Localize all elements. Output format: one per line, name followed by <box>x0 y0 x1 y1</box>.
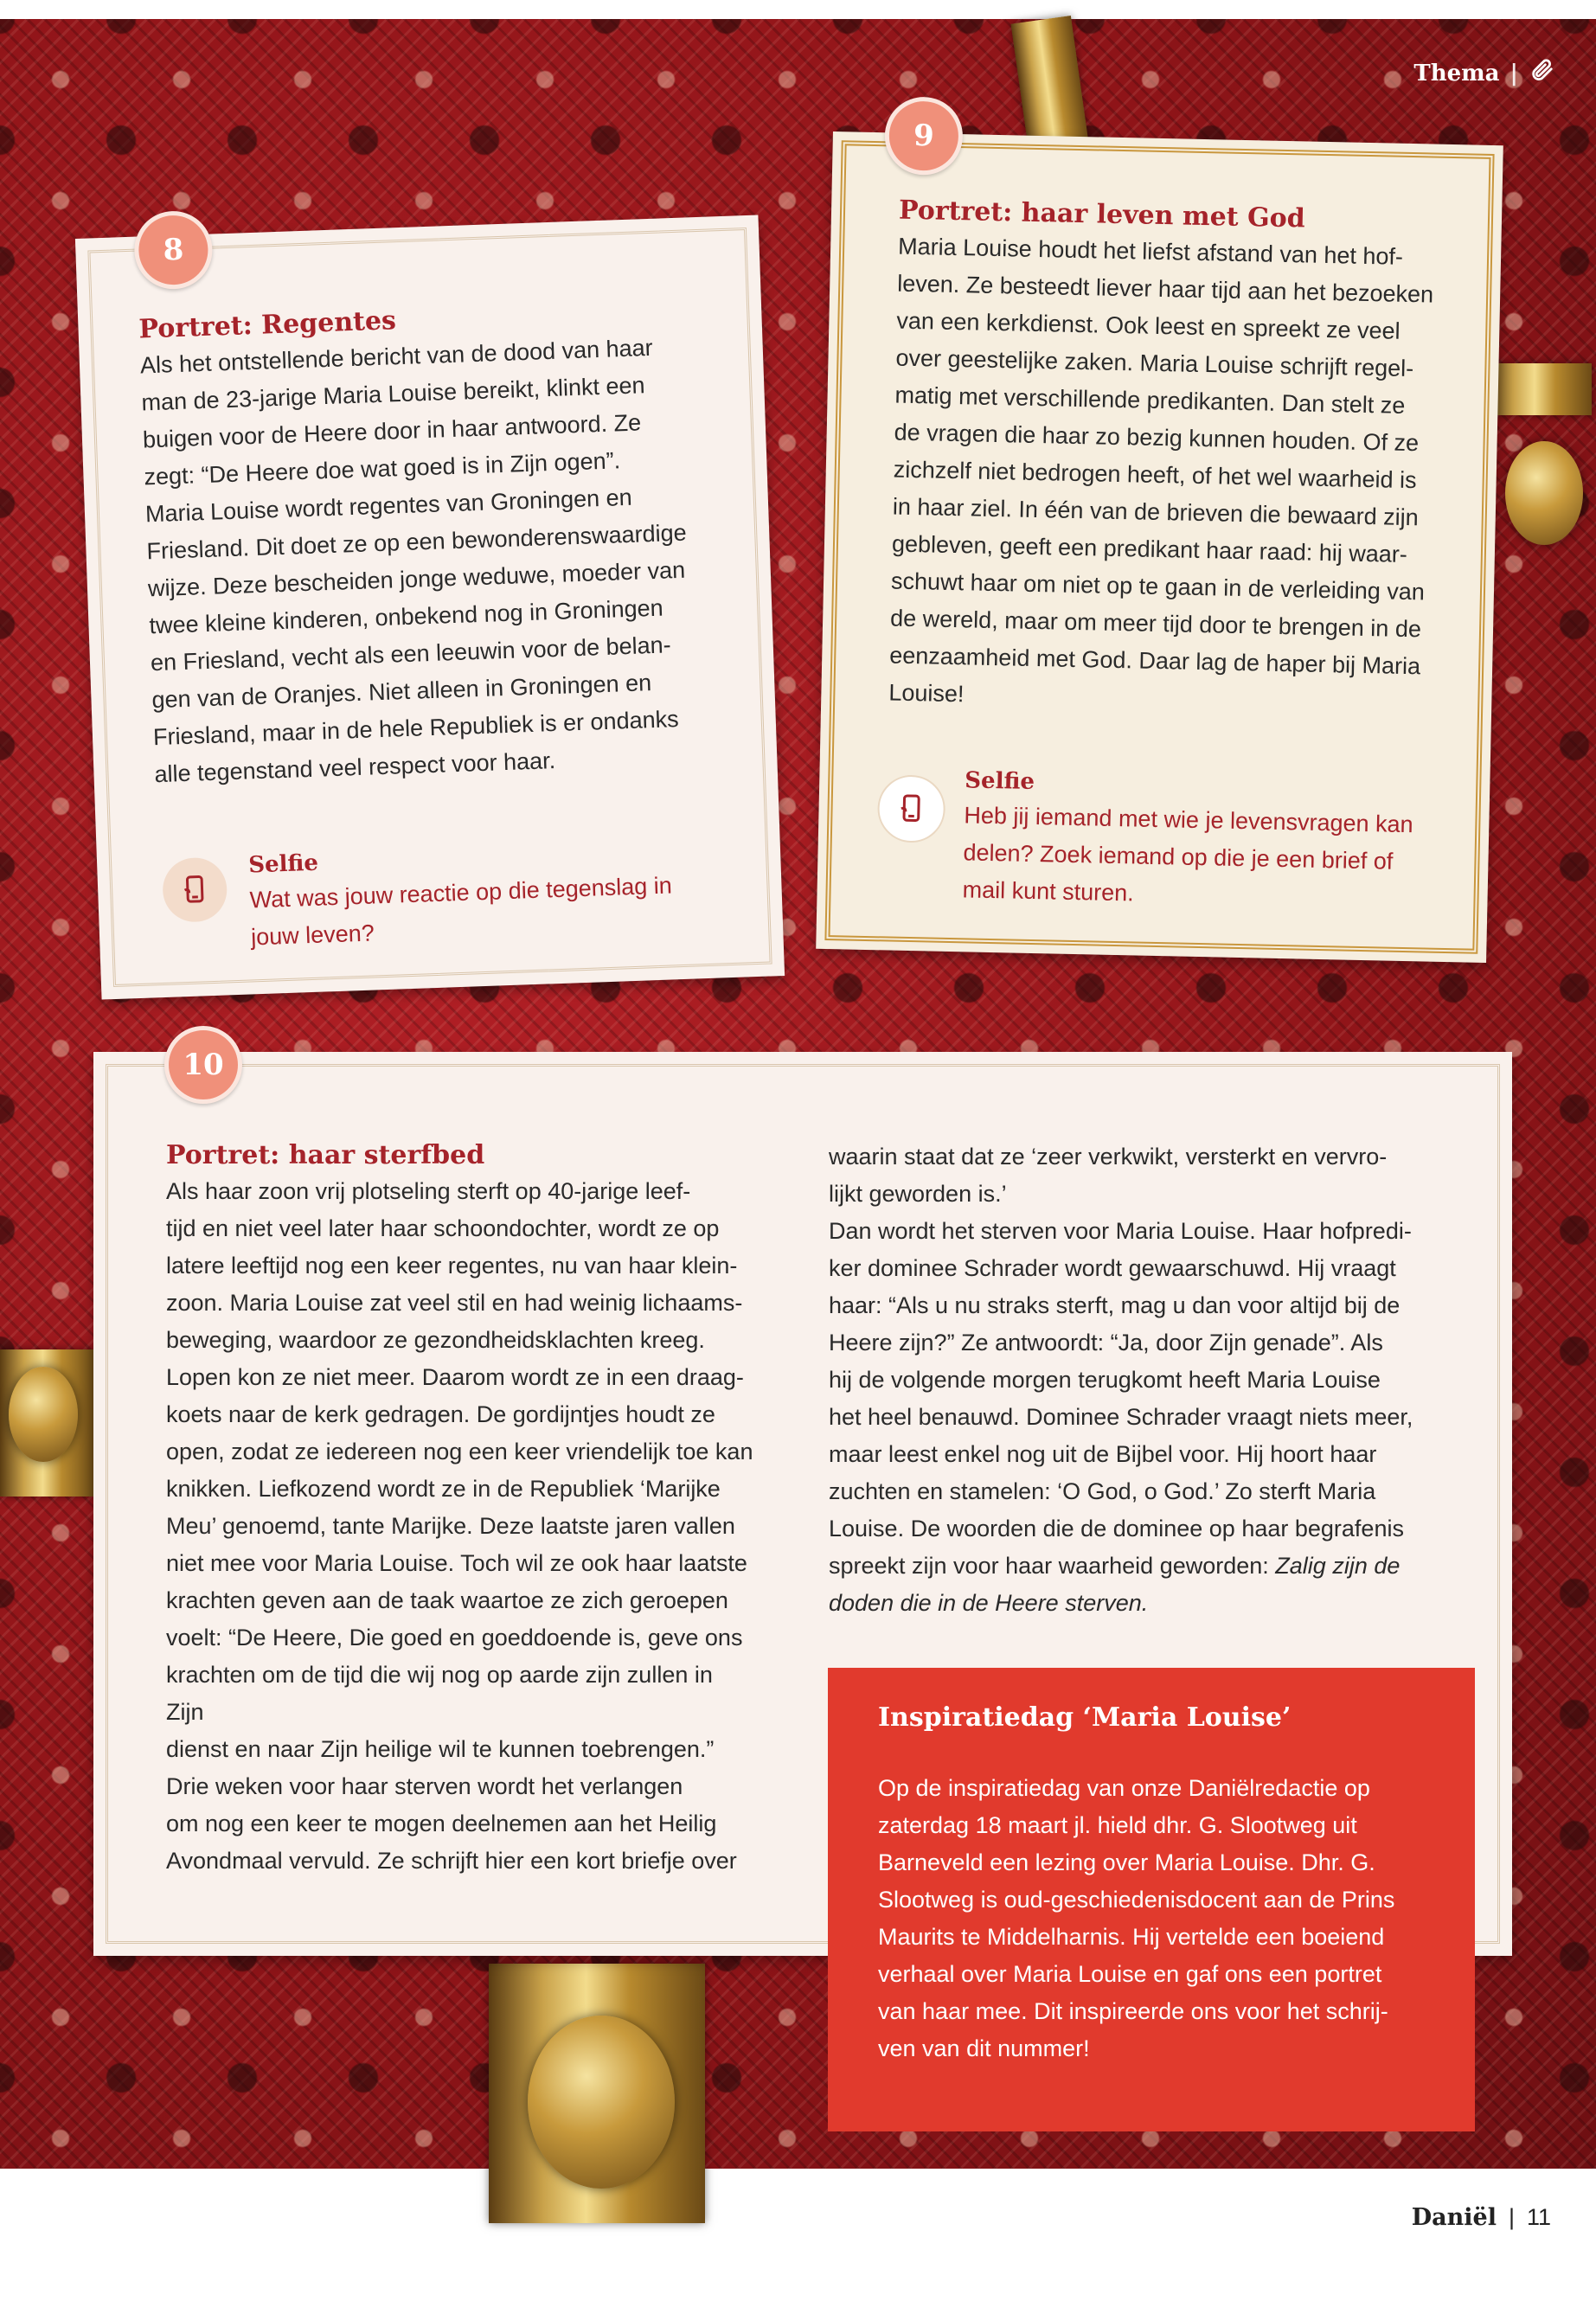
selfie-title: Selfie <box>247 849 319 879</box>
paperclip-icon <box>1529 57 1554 89</box>
gold-ornament-bottom <box>528 2016 675 2189</box>
selfie-phone-icon <box>162 856 228 923</box>
card-body: Als het ontstellende bericht van de dood van haar man de 23-jarige Maria Louise bereikt, klinkt een buigen voor de Heere door in haar antwoord. Ze zegt: “De Heere doe wat goed is in Zijn ogen”. Maria Louise wordt regentes van Groningen en Friesland. Dit doet ze op een bewonderenswaardige wijze. Deze bescheiden jonge weduwe, moeder van twee kleine kinderen, onbekend nog in Groningen en Friesland, vecht als een leeuwin voor de belan- gen van de Oranjes. Niet alleen in Groningen en Friesland, maar in de hele Republiek is er ondanks alle tegenstand veel respect voor haar. <box>139 334 688 788</box>
infobox-title: Inspiratiedag ‘Maria Louise’ <box>878 1702 1292 1733</box>
card-title: Portret: haar sterfbed <box>166 1140 485 1170</box>
card-number-badge: 8 <box>133 210 214 291</box>
selfie-title: Selfie <box>964 767 1035 796</box>
page-footer: Daniël | 11 <box>1411 2204 1551 2231</box>
card-portret-leven-met-god <box>816 118 1503 963</box>
card-title: Portret: Regentes <box>138 305 397 345</box>
card-title: Portret: haar leven met God <box>898 195 1305 234</box>
card-number-badge: 10 <box>164 1026 242 1104</box>
card-body-right: waarin staat dat ze ‘zeer verkwikt, versterkt en vervro- lijkt geworden is.’ Dan wordt het sterven voor Maria Louise. Haar hofpredi- ker dominee Schrader wordt gewaarschuwd. Hij vraagt haar: “Als u nu straks sterft, mag u dan voor altijd bij de Heere zijn?” Ze antwoordt: “Ja, door Zijn genade”. Als hij de volgende morgen terugkomt heeft Maria Louise het heel benauwd. Dominee Schrader vraagt niets meer, maar leest enkel nog uit de Bijbel voor. Hij hoort haar zuchten en stamelen: ‘O God, o God.’ Zo sterft Maria Louise. De woorden die de dominee op haar begrafenis spreekt zijn voor haar waarheid geworden: Zalig zijn de doden die in de Heere sterven. <box>829 1144 1413 1616</box>
card-body-left: Als haar zoon vrij plotseling sterft op 40-jarige leef- tijd en niet veel later haar schoondochter, wordt ze op latere leeftijd nog een keer regentes, nu van haar klein- zoon. Maria Louise zat veel stil en had weinig lichaams- beweging, waardoor ze gezondheidsklachten kreeg. Lopen kon ze niet meer. Daarom wordt ze in een draag- koets naar de kerk gedragen. De gordijntjes houdt ze open, zodat ze iedereen nog een keer vriendelijk toe kan knikken. Liefkozend wordt ze in de Republiek ‘Marijke Meu’ genoemd, tante Marijke. Deze laatste jaren vallen niet mee voor Maria Louise. Toch wil ze ook haar laatste krachten geven aan de taak waartoe ze zich geroepen voelt: “De Heere, Die goed en goeddoende is, geve ons krachten om de tijd die wij nog op aarde zijn zullen in Zijn dienst en naar Zijn heilige wil te kunnen toebrengen.” Drie weken voor haar sterven wordt het verlangen om nog een keer te mogen deelnemen aan het Heilig Avondmaal vervuld. Ze schrijft hier een kort briefje over <box>166 1178 753 1874</box>
selfie-question: Heb jij iemand met wie je levensvragen kan delen? Zoek iemand op die je een brief of mail kunt sturen. <box>962 802 1413 907</box>
section-header: Thema | <box>1413 57 1554 89</box>
gold-ornament-right <box>1505 441 1583 545</box>
selfie-question: Wat was jouw reactie op die tegenslag in jouw leven? <box>249 872 673 951</box>
gold-ornament-left <box>9 1367 78 1462</box>
section-label: Thema <box>1413 60 1500 87</box>
infobox-body: Op de inspiratiedag van onze Daniëlredactie op zaterdag 18 maart jl. hield dhr. G. Slootweg uit Barneveld een lezing over Maria Louise. Dhr. G. Slootweg is oud-geschiedenisdocent aan de Prins Maurits te Middelharnis. Hij vertelde een boeiend verhaal over Maria Louise en gaf ons een portret van haar mee. Dit inspireerde ons voor het schrij- ven van dit nummer! <box>878 1775 1395 2061</box>
inspiratiedag-box <box>828 1668 1475 2131</box>
page-number: 11 <box>1526 2204 1551 2230</box>
magazine-name: Daniël <box>1411 2204 1497 2231</box>
card-number-badge: 9 <box>884 96 964 176</box>
selfie-phone-icon <box>877 774 946 843</box>
gold-frame-right <box>1488 363 1592 415</box>
card-portret-regentes <box>75 215 785 999</box>
card-body: Maria Louise houdt het liefst afstand van het hof- leven. Ze besteedt liever haar tijd aan het bezoeken van een kerkdienst. Ook leest en spreekt ze veel over geestelijke zaken. Maria Louise schrijft regel- matig met verschillende predikanten. Dan stelt ze de vragen die haar zo bezig kunnen houden. Of ze zichzelf niet bedrogen heeft, of het wel waarheid is in haar ziel. In één van de brieven die bewaard zijn gebleven, geeft een predikant haar raad: hij waar- schuwt haar om niet op te gaan in de verleiding van de wereld, maar om meer tijd door te brengen in de eenzaamheid met God. Daar lag de haper bij Maria Louise! <box>888 233 1434 708</box>
